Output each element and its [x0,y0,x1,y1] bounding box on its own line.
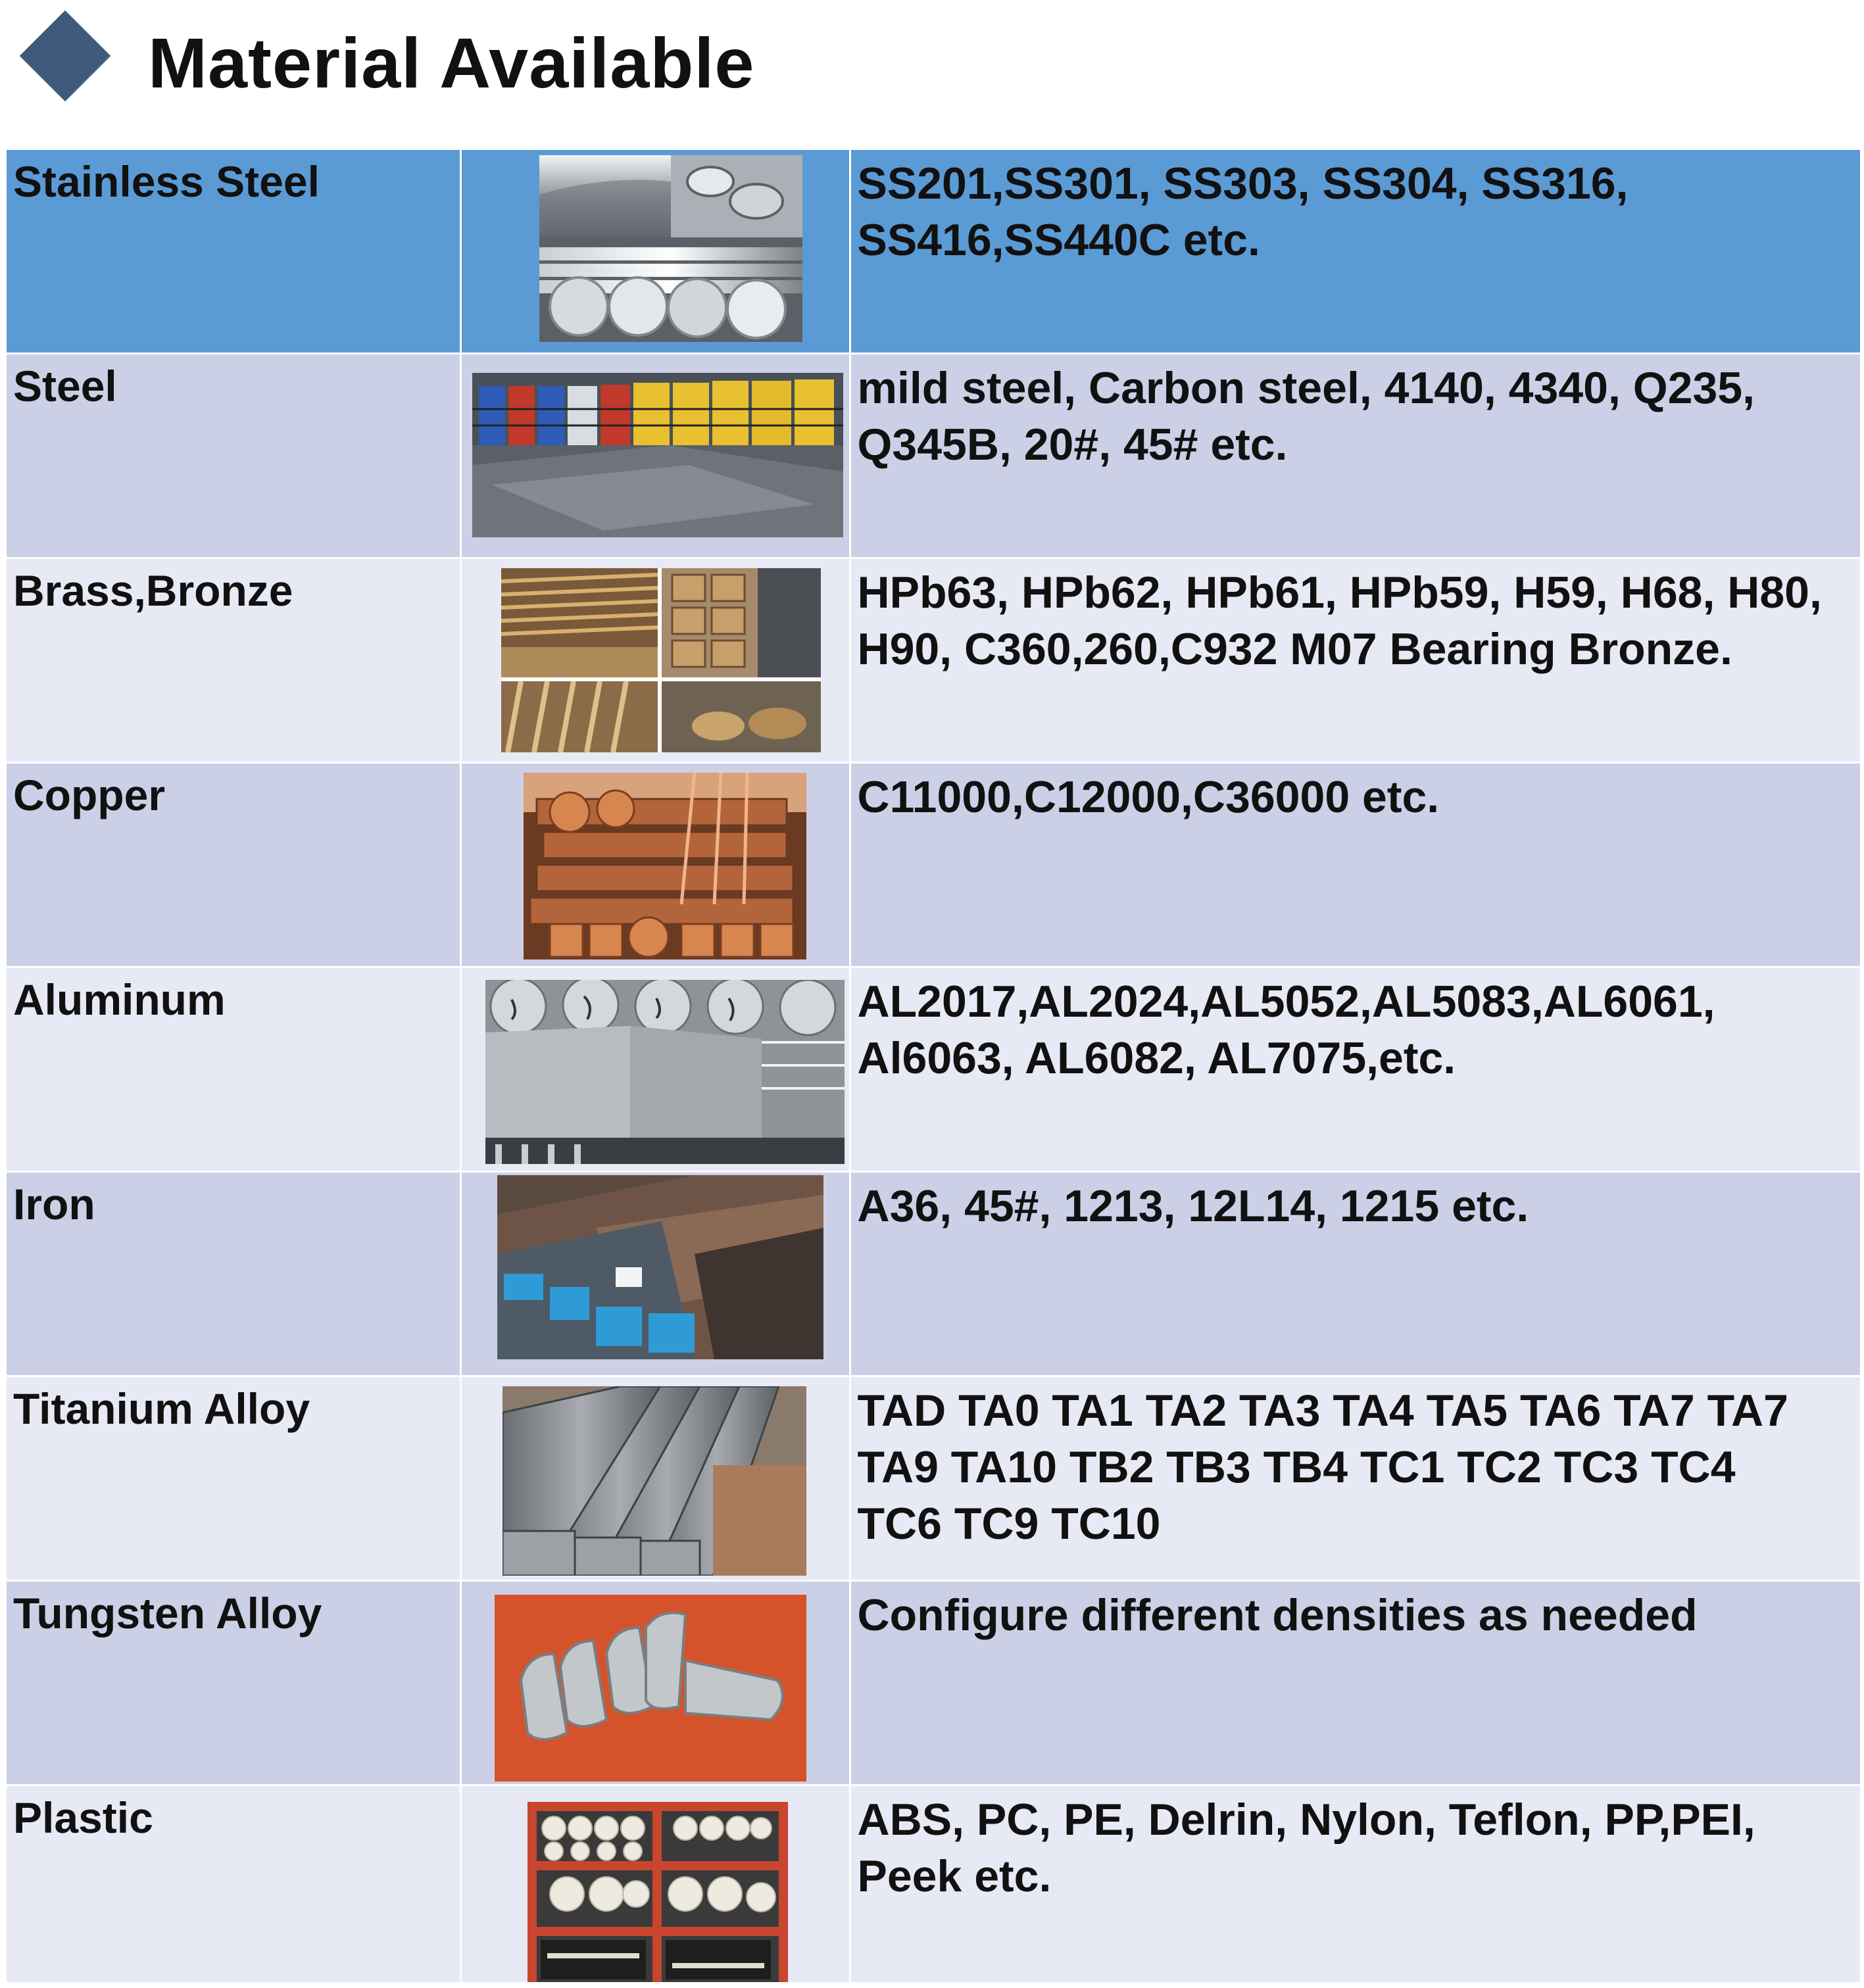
diamond-bullet-icon [20,11,111,102]
material-name: Tungsten Alloy [13,1588,322,1637]
material-spec-cell [850,967,1860,1171]
material-spec-line: Peek etc. [857,1851,1052,1901]
table-row [7,1376,1860,1580]
material-spec-cell [850,1376,1860,1580]
page-header [0,0,1864,132]
iron-photo-icon [497,1175,823,1359]
material-photo-cell [460,967,850,1171]
material-name-cell [7,353,460,558]
material-name: Stainless Steel [13,157,320,206]
page-title: Material Available [148,23,755,103]
material-photo-cell [460,558,850,762]
material-spec-line: HPb63, HPb62, HPb61, HPb59, H59, H68, H80, [857,567,1822,618]
material-spec-line: SS416,SS440C etc. [857,215,1260,265]
material-spec-line: Q345B, 20#, 45# etc. [857,419,1288,470]
plastic-photo-icon [527,1802,788,1983]
material-spec-line: Configure different densities as needed [857,1589,1698,1640]
table-row [7,1580,1860,1785]
material-spec-line: C11000,C12000,C36000 etc. [857,771,1440,822]
material-name-cell [7,1785,460,1983]
material-photo-cell [460,762,850,967]
aluminum-photo-icon [485,980,845,1164]
material-name-cell [7,558,460,762]
material-spec-line: Al6063, AL6082, AL7075,etc. [857,1032,1456,1083]
material-name-cell [7,967,460,1171]
material-spec-cell [850,762,1860,967]
material-name-cell [7,1171,460,1376]
copper-photo-icon [524,773,806,959]
materials-table [7,150,1860,1984]
material-spec-cell [850,1171,1860,1376]
material-name-cell [7,1580,460,1785]
brass-bronze-photo-icon [501,568,821,752]
material-spec-line: TC6 TC9 TC10 [857,1498,1161,1549]
stainless-steel-photo-icon [539,155,802,342]
material-spec-cell [850,150,1860,353]
table-row [7,967,1860,1171]
material-spec-cell [850,353,1860,558]
material-spec-line: TAD TA0 TA1 TA2 TA3 TA4 TA5 TA6 TA7 TA7 [857,1385,1788,1436]
material-spec-cell [850,558,1860,762]
material-name: Plastic [13,1793,153,1842]
material-photo-cell [460,1580,850,1785]
material-spec-line: SS201,SS301, SS303, SS304, SS316, [857,158,1629,208]
material-photo-cell [460,1171,850,1376]
table-row [7,1171,1860,1376]
material-spec-line: mild steel, Carbon steel, 4140, 4340, Q235, [857,362,1755,413]
tungsten-alloy-photo-icon [495,1595,806,1782]
table-row [7,558,1860,762]
material-spec-line: A36, 45#, 1213, 12L14, 1215 etc. [857,1180,1529,1231]
material-photo-cell [460,1376,850,1580]
material-name: Steel [13,361,117,410]
material-name: Brass,Bronze [13,566,293,615]
material-spec-line: ABS, PC, PE, Delrin, Nylon, Teflon, PP,PEI, [857,1794,1755,1845]
table-row [7,762,1860,967]
table-row [7,150,1860,353]
material-photo-cell [460,150,850,353]
material-spec-cell [850,1785,1860,1983]
material-name: Copper [13,770,165,819]
material-name: Titanium Alloy [13,1384,310,1433]
material-name: Iron [13,1179,95,1228]
material-spec-line: AL2017,AL2024,AL5052,AL5083,AL6061, [857,976,1715,1027]
material-name: Aluminum [13,975,226,1024]
material-photo-cell [460,353,850,558]
steel-photo-icon [472,373,843,537]
table-row [7,353,1860,558]
titanium-alloy-photo-icon [503,1386,806,1576]
material-spec-line: H90, C360,260,C932 M07 Bearing Bronze. [857,623,1732,674]
material-photo-cell [460,1785,850,1983]
material-spec-line: TA9 TA10 TB2 TB3 TB4 TC1 TC2 TC3 TC4 [857,1442,1736,1492]
material-name-cell [7,1376,460,1580]
material-spec-cell [850,1580,1860,1785]
material-name-cell [7,150,460,353]
material-name-cell [7,762,460,967]
table-row [7,1785,1860,1983]
